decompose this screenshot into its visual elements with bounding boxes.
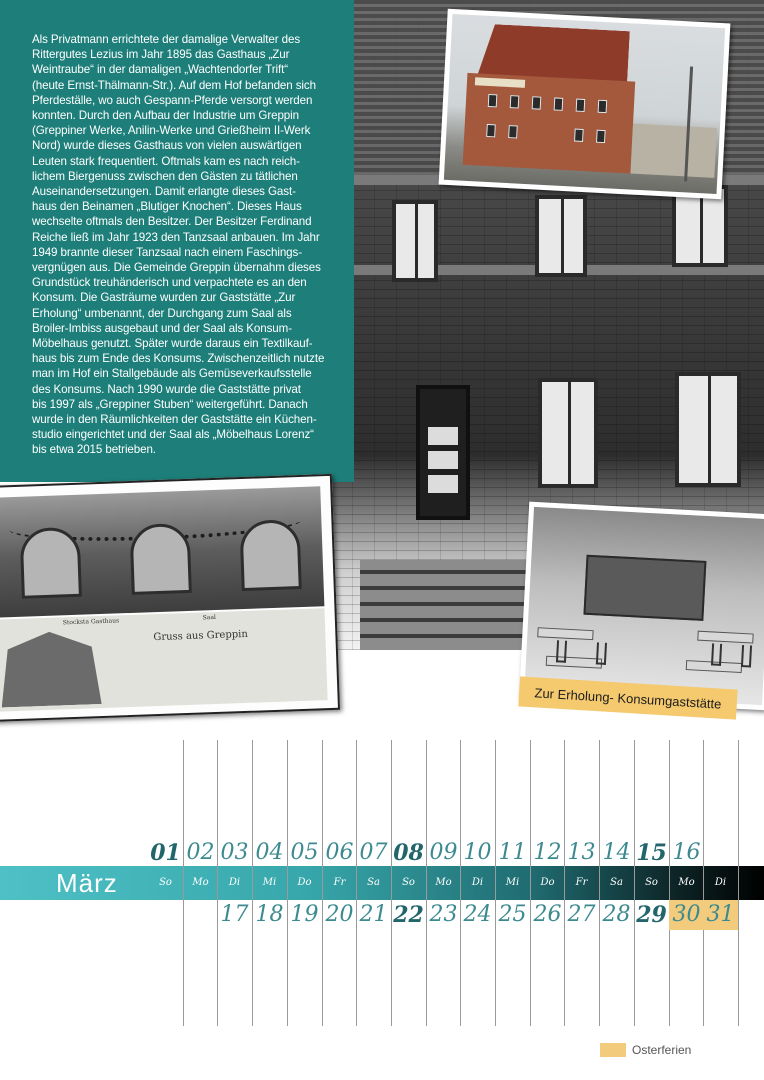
history-text-box: [0, 0, 354, 482]
door-pane: [428, 475, 458, 493]
weekday-label: Mi: [262, 877, 277, 888]
weekday-label: Mo: [192, 877, 209, 888]
weekday-label: So: [402, 877, 415, 888]
entrance-steps: [360, 560, 540, 650]
dining-table: [697, 631, 753, 644]
day-number: 11: [498, 840, 527, 865]
house-window: [554, 97, 564, 110]
weekday-label: Mo: [678, 877, 695, 888]
interior-photo-image: [524, 507, 764, 705]
exterior-photo-image: [444, 14, 725, 194]
house-window: [486, 124, 496, 137]
day-number: 26: [533, 902, 562, 927]
interior-caption-text: Zur Erholung- Konsumgaststätte: [534, 684, 722, 712]
day-number: 02: [186, 840, 215, 865]
chair: [741, 645, 752, 667]
day-number: 27: [567, 902, 596, 927]
house-window: [532, 96, 542, 109]
entrance-door: [416, 385, 470, 520]
weekday-label: Mo: [435, 877, 452, 888]
weekday-label: Fr: [575, 877, 588, 888]
facade-window: [675, 372, 741, 487]
day-number: 29: [636, 902, 667, 928]
day-number: 22: [393, 902, 424, 928]
dance-hall-photo: [0, 486, 324, 618]
chair: [711, 643, 722, 665]
house-window: [574, 129, 584, 142]
legend-label: Osterferien: [632, 1043, 692, 1057]
day-number: 14: [602, 840, 631, 865]
day-number: 25: [498, 902, 527, 927]
day-number: 28: [602, 902, 631, 927]
weekday-label: So: [645, 877, 658, 888]
house-window: [508, 125, 518, 138]
day-number: 09: [429, 840, 458, 865]
legend-swatch: [600, 1043, 626, 1057]
month-name: März: [56, 868, 118, 898]
bar-counter: [583, 555, 706, 621]
weekday-label: Di: [228, 877, 241, 888]
chair: [596, 642, 607, 664]
day-number: 30: [672, 902, 701, 927]
facade-window: [538, 378, 598, 488]
house-window: [596, 130, 606, 143]
weekday-label: Do: [297, 877, 312, 888]
day-number: 18: [255, 902, 284, 927]
day-number: 08: [393, 840, 424, 866]
calendar-column-line: [738, 740, 739, 1026]
house-window: [598, 100, 608, 113]
day-number: 04: [255, 840, 284, 865]
day-number: 17: [220, 902, 249, 927]
weekday-label: Fr: [333, 877, 346, 888]
weekday-label: Sa: [367, 877, 380, 888]
postcard-bottom: [0, 608, 328, 712]
day-number: 05: [290, 840, 319, 865]
dining-table: [546, 656, 602, 669]
day-number: 23: [429, 902, 458, 927]
exterior-color-photo: [439, 9, 731, 200]
day-number: 01: [150, 840, 181, 866]
day-number: 03: [220, 840, 249, 865]
history-text: Als Privatmann errichtete der damalige Verwalter des Rittergutes Lezius im Jahr 1895 das Gasthaus „Zur Weintraube“ in der damaligen „Wachtendorfer Trift“ (heute Ernst-Thälmann-Str.). Auf dem Hof befanden sich Pferdeställe, wo auch Gespann-Pferde versorgt werden konnten. Durch den Aufbau der Industrie um Greppin (Greppiner Werke, Anilin-Werke und Grießheim II-Werk Nord) wurde dieses Gasthaus von vielen auswärtigen Leuten stark frequentiert. Oftmals kam es nach reich- lichem Biergenuss zwischen den Gästen zu tätlichen Auseinandersetzungen. Damit erlangte dieses Gast- haus den Beinamen „Blutiger Knochen“. Dieses Haus wechselte oftmals den Besitzer. Der Besitzer Ferdinand Reiche ließ im Jahr 1923 den Tanzsaal anbauen. Im Jahr 1949 brannte dieser Tanzsaal nach einem Faschings- vergnügen aus. Die Gemeinde Greppin übernahm dieses Grundstück treuhänderisch und verpachtete es an den Konsum. Die Gasträume wurden zur Gaststätte „Zur Erholung“ umbenannt, der Durchgang zum Saal als Broiler-Imbiss ausgebaut und der Saal als Konsum- Möbelhaus genutzt. Später wurde daraus ein Textilkauf- haus bis zum Ende des Konsums. Zwischenzeitlich nutzte man im Hof ein Stallgebäude als Gemüseverkaufsstelle des Konsums. Nach 1990 wurde die Gaststätte privat bis 1997 als „Greppiner Stuben“ weitergeführt. Danach wurde in den Räumlichkeiten der Gaststätte ein Küchen- studio eingerichtet und der Saal als „Möbelhaus Lorenz“ bis etwa 2015 betrieben.: [32, 33, 325, 457]
day-number: 07: [359, 840, 388, 865]
hall-arch: [239, 519, 301, 591]
postcard-caption-right: Saal: [202, 613, 217, 622]
house-window: [576, 99, 586, 112]
day-number: 24: [463, 902, 492, 927]
weekday-label: Di: [471, 877, 484, 888]
hall-arch: [129, 523, 191, 595]
house-window: [510, 95, 520, 108]
day-number: 21: [359, 902, 388, 927]
day-number: 06: [325, 840, 354, 865]
facade-window: [392, 200, 438, 282]
weekday-label: Sa: [610, 877, 623, 888]
weekday-label: So: [159, 877, 172, 888]
door-pane: [428, 427, 458, 445]
day-number: 13: [567, 840, 596, 865]
dining-table: [537, 627, 593, 640]
postcard-title: Gruss aus Greppin: [153, 628, 249, 644]
day-number: 20: [325, 902, 354, 927]
weekday-label: Di: [714, 877, 727, 888]
postcard-house: [0, 630, 102, 707]
day-number: 19: [290, 902, 319, 927]
weekday-label: Mi: [505, 877, 520, 888]
weekday-label: Do: [540, 877, 555, 888]
legend: [600, 1043, 691, 1057]
day-number: 10: [463, 840, 492, 865]
day-number: 31: [706, 902, 735, 927]
hall-arch: [20, 527, 82, 599]
neighbor-building: [630, 124, 717, 178]
facade-window: [535, 195, 587, 277]
day-number: 12: [533, 840, 562, 865]
door-pane: [428, 451, 458, 469]
postcard-caption-left: Stocksta Gasthaus: [62, 617, 120, 627]
day-number: 16: [672, 840, 701, 865]
chair: [556, 640, 567, 662]
house-window: [488, 94, 498, 107]
historic-postcard: [0, 474, 340, 722]
day-number: 15: [636, 840, 667, 866]
